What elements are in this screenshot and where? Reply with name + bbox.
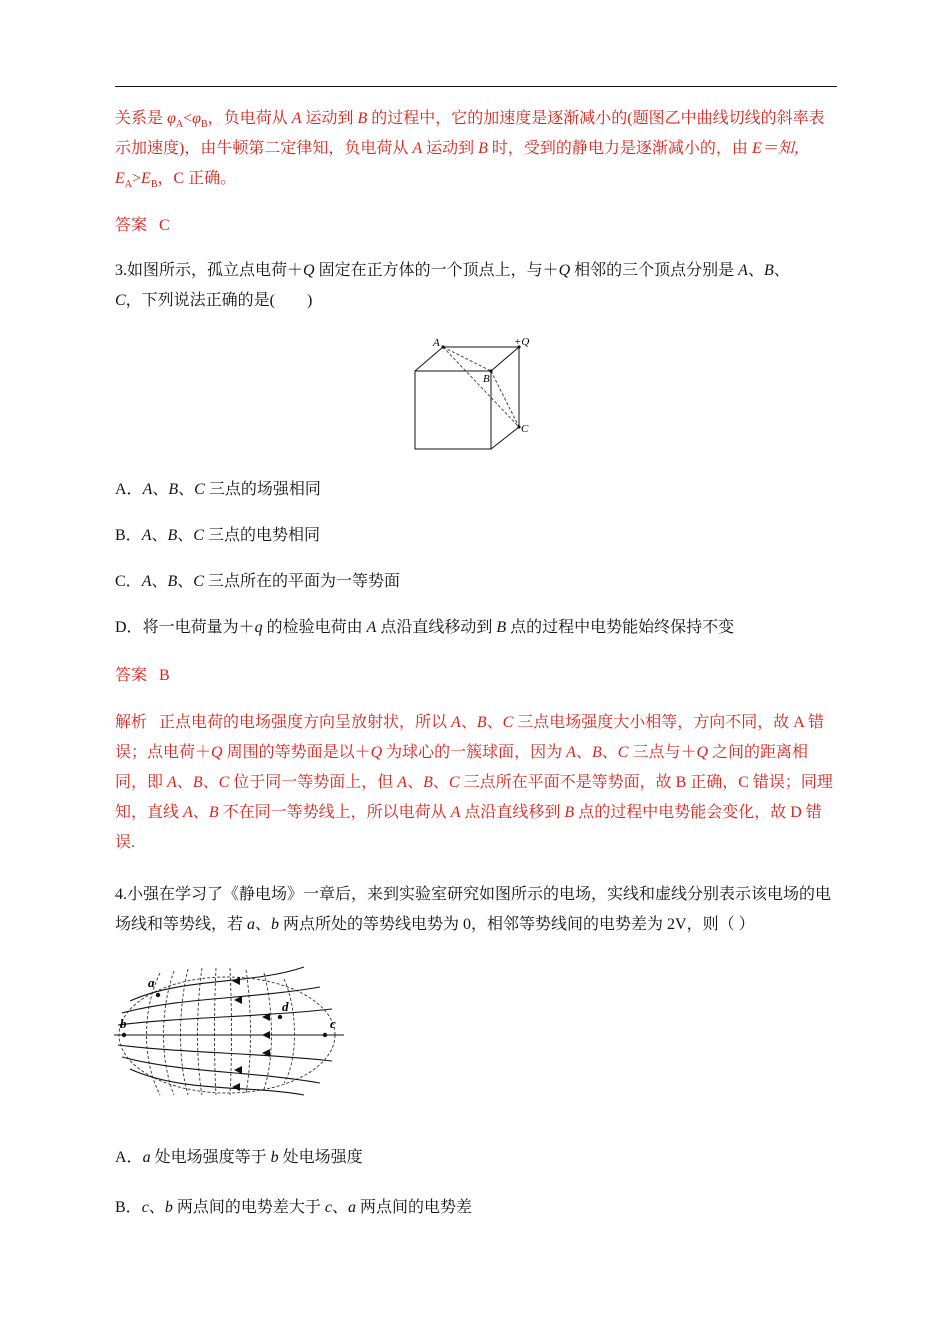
dashed-line-bc: [491, 371, 519, 427]
q4-option-a: A．a 处电场强度等于 b 处电场强度: [115, 1149, 363, 1166]
arrow-axis: [262, 1031, 270, 1039]
equipotential-line-6: [230, 968, 232, 1095]
point-a-dot: [156, 993, 160, 997]
cube-edge-top-right: [491, 347, 519, 371]
point-b-dot: [122, 1033, 126, 1037]
label-b: b: [120, 1016, 127, 1031]
equipotential-line-5: [215, 968, 217, 1095]
field-line-bottom-2: [122, 1057, 320, 1083]
header-rule: [115, 86, 837, 87]
point-d-dot: [278, 1015, 282, 1019]
cube-edge-top-left: [415, 347, 443, 371]
arrow-bottom-3: [232, 1083, 240, 1091]
point-c-dot: [323, 1033, 327, 1037]
field-line-bottom-3: [130, 1069, 304, 1095]
q4-stem: 4.小强在学习了《静电场》一章后，来到实验室研究如图所示的电场，实线和虚线分别表示该电场的电场线和等势线，若 a、b 两点所处的等势线电势为 0，相邻等势线间的电势差为 2V，则（ ）: [115, 886, 832, 933]
dashed-line-ab: [443, 347, 491, 371]
dashed-line-ac: [443, 347, 519, 427]
point-a-dot: [441, 345, 444, 348]
prev-answer: 答案 C: [115, 217, 170, 234]
field-figure: [112, 965, 348, 1097]
equipotential-line-3: [181, 969, 189, 1095]
equipotential-line-9: [284, 979, 295, 1083]
equipotential-line-8: [264, 973, 272, 1089]
label-q: +Q: [514, 336, 530, 348]
q3-stem: 3.如图所示，孤立点电荷＋Q 固定在正方体的一个顶点上，与＋Q 相邻的三个顶点分别是 A、B、 C，下列说法正确的是( ): [115, 262, 790, 309]
field-line-bottom-1: [118, 1045, 332, 1061]
q3-option-b: B．A、B、C 三点的电势相同: [115, 527, 320, 544]
q4-option-b: B．c、b 两点间的电势差大于 c、a 两点间的电势差: [115, 1199, 472, 1216]
q3-answer: 答案 B: [115, 667, 170, 684]
point-b-dot: [489, 369, 492, 372]
q3-option-c: C．A、B、C 三点所在的平面为一等势面: [115, 573, 400, 590]
q3-option-a: A．A、B、C 三点的场强相同: [115, 481, 321, 498]
q3-explanation: 解析 正点电荷的电场强度方向呈放射状，所以 A、B、C 三点电场强度大小相等，方向不同，故 A 错误；点电荷＋Q 周围的等势面是以＋Q 为球心的一簇球面，因为 A、B、C 三点与＋Q 之间的距离相同，即 A、B、C 位于同一等势面上，但 A、B、C 三点所在平面不是等势面，故 B 正确，C 错误；同理知，直线 A、B 不在同一等势线上，所以电荷从 A 点沿直线移到 B 点的过程中电势能会变化，故 D 错误.: [115, 714, 833, 851]
cube-front-face: [415, 371, 491, 449]
label-d: d: [282, 999, 289, 1014]
prev-explanation: 关系是 $\varphi_A<\varphi_B$，负电荷从 A 运动到 B 的过程中，它的加速度是逐渐减小的(题图乙中曲线切线的斜率表示加速度)，由牛顿第二定律知，负电荷从 A 运动到 B 时，受到的静电力是逐渐减小的，由 E＝知， $E_A>E_B$，C 正确。: [115, 110, 825, 191]
label-a: A: [433, 337, 440, 349]
field-line-top-3: [118, 1009, 332, 1025]
label-c: c: [330, 1016, 336, 1031]
label-a: a: [148, 975, 155, 990]
cube-edge-bottom-right: [491, 427, 519, 449]
label-b: B: [483, 373, 490, 385]
label-c: C: [521, 423, 529, 435]
q3-option-d: D．将一电荷量为＋q 的检验电荷由 A 点沿直线移动到 B 点的过程中电势能始终保持不变: [115, 619, 735, 636]
arrow-top-1: [232, 977, 240, 985]
field-line-top-2: [122, 987, 320, 1013]
equipotential-line-4: [198, 968, 203, 1095]
cube-figure: [405, 333, 540, 455]
